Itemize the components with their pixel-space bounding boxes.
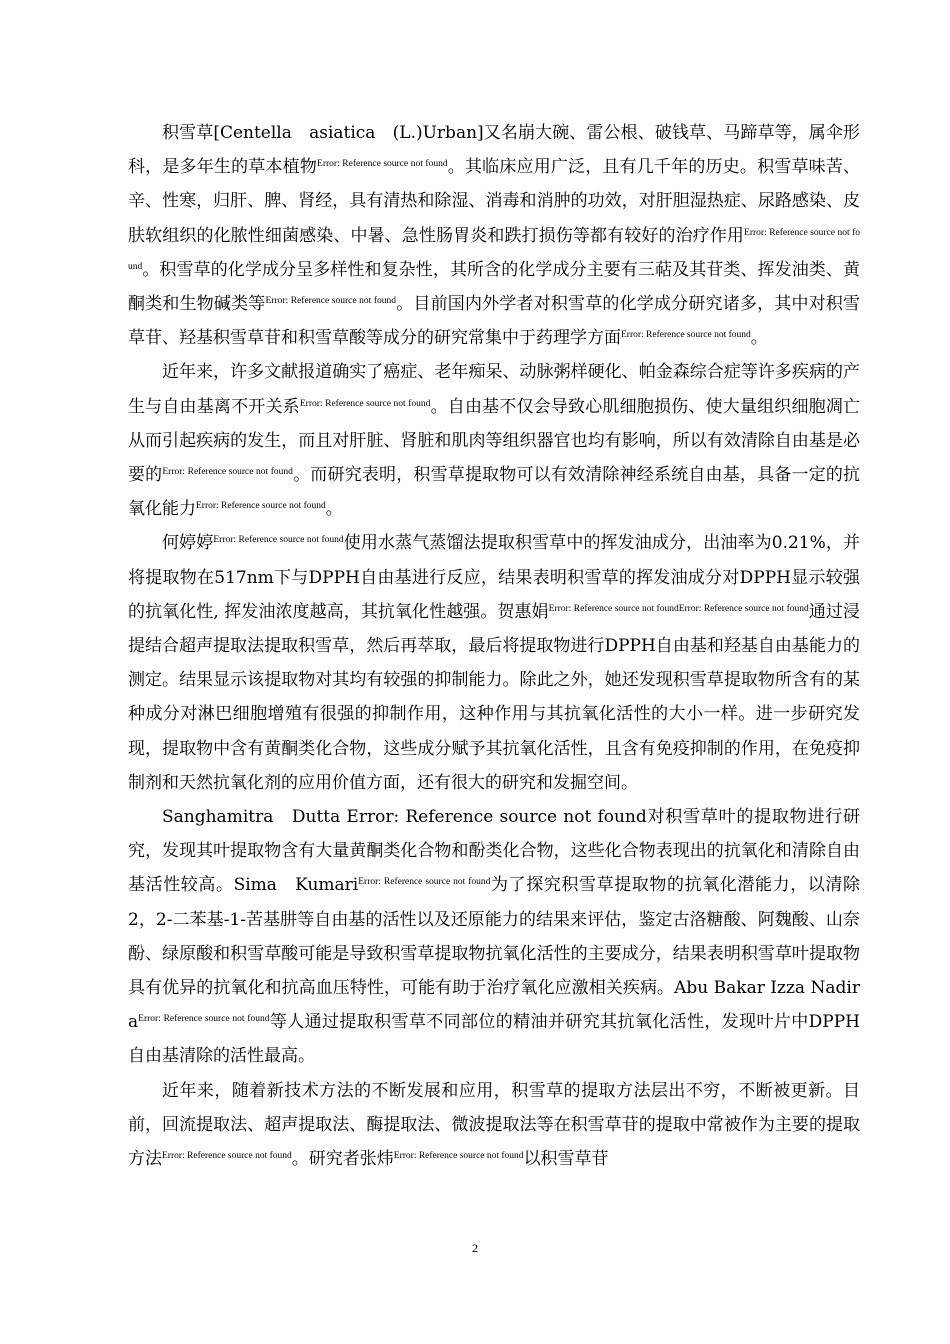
paragraph-text-segment: 。积雪草的化学成分呈多样性和复杂性，其所含的化学成分主要有三萜及其苷类、挥发油类、黄酮类和生物碱类等 [128, 259, 860, 315]
paragraph-3 [128, 526, 860, 800]
citation-error-superscript: Error: Reference source not found [162, 1151, 292, 1162]
paragraph-text-segment: 。其临床应用广泛，且有几千年的历史。积雪草味苦、辛、性寒，归肝、脾、肾经，具有清热和除湿、消毒和消肿的功效，对肝胆湿热症、尿路感染、皮肤软组织的化脓性细菌感染、中暑、急性肠胃炎和跌打损伤等都有较好的治疗作用 [128, 157, 861, 246]
citation-error-superscript: Error: Reference source not found [358, 877, 491, 888]
paragraph-text-segment: 。目前国内外学者对积雪草的化学成分研究诸多，其中对积雪草苷、羟基积雪草苷和积雪草酸等成分的研究常集中于药理学方面 [128, 294, 861, 349]
paragraph-1 [128, 116, 860, 355]
paragraph-text-segment: 积雪草[Centella asiatica (L.)Urban]又名崩大碗、雷公根、破钱草、马蹄草等，属伞形科，是多年生的草本植物 [128, 123, 860, 178]
citation-error-superscript: Error: Reference source not found [393, 1151, 524, 1162]
paragraph-2 [128, 355, 860, 526]
paragraph-text-segment: 为了探究积雪草提取物的抗氧化潜能力，以清除2，2-二苯基-1-苦基肼等自由基的活性以及还原能力的结果来评估，鉴定古洛糖酸、阿魏酸、山奈酚、绿原酸和积雪草酸可能是导致积雪草提取物抗氧化活性的主要成分，结果表明积雪草叶提取物具有优异的抗氧化和抗高血压特性，可能有助于治疗氧化应激相关疾病。Abu Bakar Izza Nadira [128, 875, 861, 1033]
paragraph-text-segment: 。而研究表明，积雪草提取物可以有效清除神经系统自由基，具备一定的抗氧化能力 [128, 465, 861, 520]
paragraph-5 [128, 1074, 860, 1177]
paragraph-text-segment: 等人通过提取积雪草不同部位的精油并研究其抗氧化活性，发现叶片中DPPH自由基清除的活性最高。 [128, 1012, 860, 1067]
paragraph-text-segment: 何婷婷 [162, 533, 214, 554]
paragraph-text-segment: 以积雪草苷 [523, 1149, 609, 1170]
paragraph-text-segment: 。 [325, 499, 343, 520]
paragraph-text-segment: Sanghamitra Dutta Error: Reference source not found对积雪草叶的提取物进行研究，发现其叶提取物含有大量黄酮类化合物和酚类化合物，这些化合物表现出的抗氧化和清除自由基活性较高。Sima Kumari [128, 807, 860, 896]
citation-error-superscript: Error: Reference source not found [213, 535, 344, 546]
paragraph-4 [128, 800, 860, 1074]
citation-error-superscript: Error: Reference source not found [317, 159, 448, 170]
citation-error-superscript: Error: Reference source not foundError: Reference source not found [548, 603, 809, 614]
citation-error-superscript: Error: Reference source not found [265, 296, 397, 307]
body-text [128, 116, 860, 1176]
citation-error-superscript: Error: Reference source not found [162, 467, 293, 478]
citation-error-superscript: Error: Reference source not found [299, 398, 431, 409]
paragraph-text-segment: 。研究者张炜 [291, 1149, 394, 1170]
paragraph-text-segment: 近年来，随着新技术方法的不断发展和应用，积雪草的提取方法层出不穷，不断被更新。目前，回流提取法、超声提取法、酶提取法、微波提取法等在积雪草苷的提取中常被作为主要的提取方法 [128, 1080, 860, 1170]
paragraph-text-segment: 使用水蒸气蒸馏法提取积雪草中的挥发油成分，出油率为0.21%，并将提取物在517nm下与DPPH自由基进行反应，结果表明积雪草的挥发油成分对DPPH显示较强的抗氧化性, 挥发油浓度越高，其抗氧化性越强。贺惠娟 [128, 533, 861, 622]
citation-error-superscript: Error: Reference source not found [138, 1014, 270, 1025]
paragraph-text-segment: 。自由基不仅会导致心肌细胞损伤、使大量组织细胞凋亡从而引起疾病的发生，而且对肝脏、肾脏和肌肉等组织器官也均有影响，所以有效清除自由基是必要的 [128, 396, 861, 486]
citation-error-superscript: Error: Reference source not found [196, 501, 326, 512]
paragraph-text-segment: 。 [750, 328, 768, 349]
page-number: 2 [472, 1241, 478, 1255]
paragraph-text-segment: 近年来，许多文献报道确实了癌症、老年痴呆、动脉粥样硬化、帕金森综合症等许多疾病的产生与自由基离不开关系 [128, 362, 860, 417]
citation-error-superscript: Error: Reference source not found [128, 227, 861, 272]
paragraph-text-segment: 通过浸提结合超声提取法提取积雪草，然后再萃取，最后将提取物进行DPPH自由基和羟基自由基能力的测定。结果显示该提取物对其均有较强的抑制能力。除此之外，她还发现积雪草提取物所含有的某种成分对淋巴细胞增殖有很强的抑制作用，这种作用与其抗氧化活性的大小一样。进一步研究发现，提取物中含有黄酮类化合物，这些成分赋予其抗氧化活性，且含有免疫抑制的作用，在免疫抑制剂和天然抗氧化剂的应用价值方面，还有很大的研究和发掘空间。 [128, 601, 861, 793]
citation-error-superscript: Error: Reference source not found [621, 330, 751, 341]
